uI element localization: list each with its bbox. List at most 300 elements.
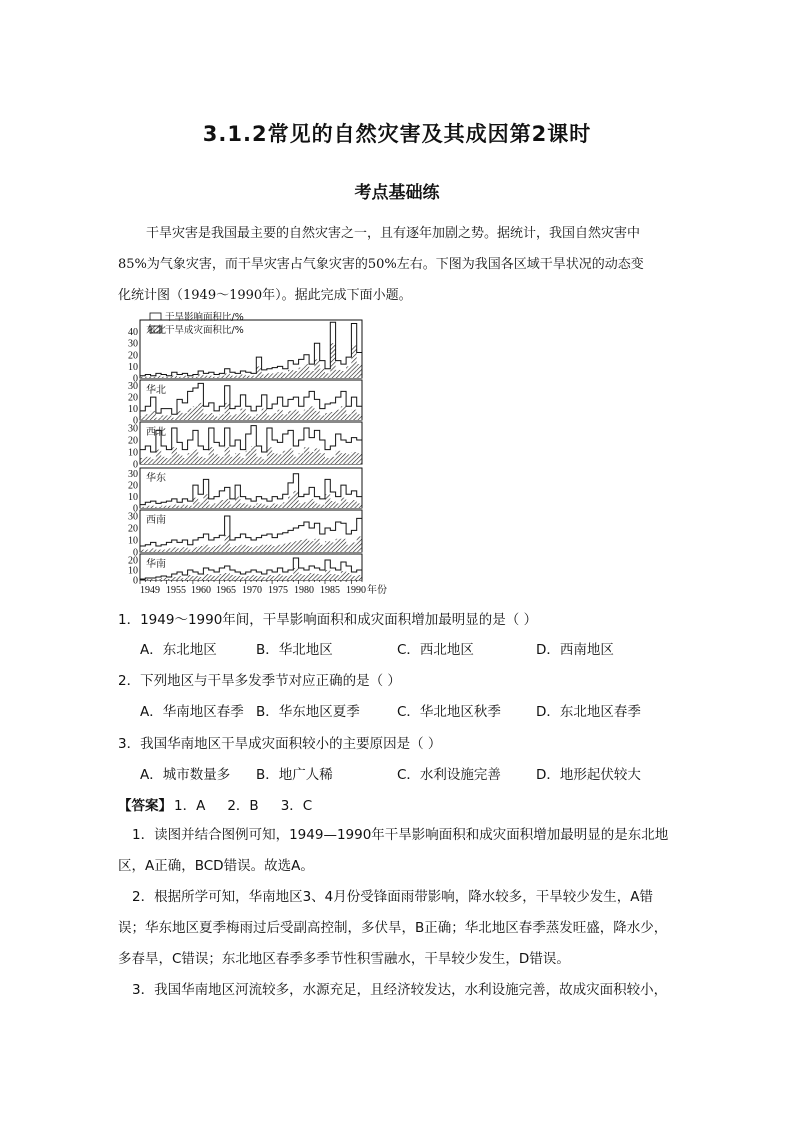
disaster-bar <box>172 547 177 552</box>
y-tick-label: 30 <box>128 511 138 523</box>
disaster-bar <box>309 452 314 464</box>
disaster-bar <box>214 454 219 464</box>
disaster-bar <box>198 403 203 420</box>
panel-4 <box>128 510 362 559</box>
explanation-line: 3．我国华南地区河流较多，水源充足，且经济较发达，水利设施完善，故成灾面积较小， <box>132 982 668 998</box>
disaster-bar <box>330 457 335 464</box>
y-tick-label: 0 <box>133 547 138 559</box>
legend-label-disaster: 干旱成灾面积比/% <box>165 325 244 336</box>
option-a: A．城市数量多 <box>140 767 231 783</box>
disaster-bar <box>172 418 177 420</box>
disaster-bar <box>156 507 161 508</box>
disaster-bar <box>219 500 224 508</box>
question-1-stem: 1．1949～1990年间，干旱影响面积和成灾面积增加最明显的是（ ） <box>118 612 538 628</box>
disaster-bar <box>277 574 282 580</box>
disaster-bar <box>299 368 304 378</box>
disaster-bar <box>267 373 272 378</box>
disaster-bar <box>293 371 298 378</box>
disaster-bar <box>161 377 166 378</box>
disaster-bar <box>198 546 203 552</box>
disaster-bar <box>256 457 261 464</box>
disaster-bar <box>246 451 251 464</box>
panel-1 <box>128 380 362 427</box>
disaster-bar <box>357 503 362 508</box>
disaster-bar <box>251 506 256 508</box>
disaster-bar <box>203 414 208 420</box>
disaster-bar <box>203 458 208 464</box>
disaster-bar <box>272 453 277 464</box>
disaster-bar <box>203 376 208 378</box>
x-tick-label: 1980 <box>294 585 314 596</box>
explanation-line: 1．读图并结合图例可知，1949—1990年干旱影响面积和成灾面积增加最明显的是东北地 <box>132 827 669 843</box>
disaster-bar <box>288 575 293 580</box>
x-axis <box>140 583 387 596</box>
disaster-bar <box>341 371 346 378</box>
disaster-bar <box>283 502 288 508</box>
disaster-bar <box>304 447 309 464</box>
disaster-bar <box>225 535 230 552</box>
disaster-bar <box>209 447 214 464</box>
disaster-bar <box>299 453 304 464</box>
y-tick-label: 30 <box>128 469 138 481</box>
disaster-bar <box>235 453 240 464</box>
disaster-bar <box>346 366 351 378</box>
disaster-bar <box>314 574 319 580</box>
disaster-bar <box>256 366 261 378</box>
disaster-bar <box>177 377 182 378</box>
disaster-bar <box>341 406 346 420</box>
disaster-bar <box>193 450 198 464</box>
disaster-bar <box>156 418 161 420</box>
disaster-bar <box>214 546 219 552</box>
answer-2: 2．B <box>227 798 259 814</box>
disaster-bar <box>256 546 261 552</box>
disaster-bar <box>299 414 304 420</box>
disaster-bar <box>320 369 325 378</box>
disaster-bar <box>320 575 325 580</box>
disaster-bar <box>267 545 272 552</box>
disaster-bar <box>246 546 251 552</box>
disaster-bar <box>357 453 362 464</box>
disaster-bar <box>262 505 267 508</box>
disaster-bar <box>209 505 214 508</box>
disaster-bar <box>299 574 304 580</box>
disaster-bar <box>219 574 224 580</box>
disaster-bar <box>262 545 267 552</box>
y-tick-label: 10 <box>128 492 138 504</box>
disaster-bar <box>140 458 145 464</box>
disaster-bar <box>214 576 219 580</box>
disaster-bar <box>325 413 330 420</box>
panel-3 <box>128 468 362 515</box>
option-d: D．地形起伏较大 <box>536 767 641 783</box>
y-tick-label: 0 <box>133 459 138 471</box>
disaster-bar <box>293 457 298 464</box>
disaster-bar <box>277 372 282 378</box>
x-tick-label: 1985 <box>320 585 340 596</box>
disaster-bar <box>177 506 182 508</box>
disaster-bar <box>235 414 240 420</box>
x-tick-label: 1970 <box>242 585 262 596</box>
disaster-bar <box>156 550 161 552</box>
disaster-bar <box>161 550 166 552</box>
disaster-bar <box>320 505 325 508</box>
disaster-bar <box>203 574 208 580</box>
disaster-bar <box>288 542 293 552</box>
disaster-bar <box>140 550 145 552</box>
disaster-bar <box>267 506 272 508</box>
disaster-bar <box>225 447 230 464</box>
disaster-bar <box>336 370 341 378</box>
disaster-bar <box>151 377 156 378</box>
disaster-bar <box>172 376 177 378</box>
disaster-bar <box>325 541 330 552</box>
disaster-bar <box>166 506 171 508</box>
disaster-bar <box>240 375 245 379</box>
disaster-bar <box>188 550 193 552</box>
disaster-bar <box>188 377 193 378</box>
disaster-bar <box>330 412 335 420</box>
disaster-bar <box>272 576 277 580</box>
disaster-bar <box>209 547 214 552</box>
disaster-bar <box>193 406 198 420</box>
y-tick-label: 30 <box>128 381 138 393</box>
disaster-bar <box>288 497 293 508</box>
y-tick-label: 10 <box>128 361 138 373</box>
disaster-bar <box>314 359 319 378</box>
disaster-bar <box>320 545 325 552</box>
disaster-bar <box>262 577 267 580</box>
disaster-bar <box>314 411 319 420</box>
disaster-bar <box>198 502 203 508</box>
disaster-bar <box>283 576 288 580</box>
question-2-stem: 2．下列地区与干旱多发季节对应正确的是（ ） <box>118 673 401 689</box>
y-tick-label: 10 <box>128 535 138 547</box>
disaster-bar <box>320 453 325 464</box>
disaster-bar <box>288 411 293 420</box>
disaster-bar <box>240 503 245 508</box>
disaster-bar <box>240 577 245 580</box>
disaster-bar <box>304 502 309 508</box>
disaster-bar <box>341 498 346 508</box>
disaster-bar <box>214 503 219 508</box>
x-tick-label: 1949 <box>140 585 160 596</box>
disaster-bar <box>230 547 235 552</box>
disaster-bar <box>309 541 314 552</box>
disaster-bar <box>304 575 309 580</box>
disaster-bar <box>346 573 351 580</box>
disaster-bar <box>219 414 224 420</box>
disaster-bar <box>262 459 267 464</box>
disaster-bar <box>351 346 356 379</box>
disaster-bar <box>156 376 161 378</box>
disaster-bar <box>314 539 319 552</box>
disaster-bar <box>256 576 261 580</box>
disaster-bar <box>251 575 256 580</box>
answer-3: 3．C <box>280 798 313 814</box>
disaster-bar <box>182 505 187 508</box>
disaster-bar <box>336 575 341 580</box>
disaster-bar <box>182 376 187 378</box>
y-tick-label: 0 <box>133 415 138 427</box>
disaster-bar <box>251 376 256 378</box>
disaster-bar <box>246 414 251 420</box>
disaster-bar <box>246 376 251 378</box>
option-d: D．西南地区 <box>536 642 614 658</box>
disaster-bar <box>251 417 256 420</box>
disaster-bar <box>225 573 230 580</box>
disaster-bar <box>182 413 187 420</box>
drought-chart <box>130 308 405 598</box>
disaster-bar <box>346 545 351 552</box>
disaster-bar <box>256 503 261 508</box>
answer-line <box>118 794 312 814</box>
question-3-stem: 3．我国华南地区干旱成灾面积较小的主要原因是（ ） <box>118 736 442 752</box>
y-tick-label: 10 <box>128 447 138 459</box>
disaster-bar <box>351 410 356 420</box>
disaster-bar <box>235 376 240 378</box>
disaster-bar <box>198 457 203 464</box>
disaster-bar <box>325 570 330 580</box>
intro-paragraph <box>118 218 684 311</box>
x-tick-label: 1975 <box>268 585 288 596</box>
disaster-bar <box>251 547 256 552</box>
disaster-bar <box>188 506 193 508</box>
disaster-bar <box>177 454 182 464</box>
disaster-bar <box>246 505 251 508</box>
option-a: A．华南地区春季 <box>140 704 244 720</box>
explanation <box>118 820 684 1006</box>
disaster-bar <box>145 414 150 420</box>
disaster-bar <box>209 376 214 378</box>
y-tick-label: 40 <box>128 327 138 339</box>
disaster-bar <box>193 498 198 508</box>
disaster-bar <box>177 411 182 420</box>
option-b: B．华东地区夏季 <box>256 704 360 720</box>
option-c: C．西北地区 <box>397 642 474 658</box>
disaster-bar <box>256 414 261 420</box>
region-label: 西北 <box>146 427 166 438</box>
disaster-bar <box>182 458 187 464</box>
disaster-bar <box>214 417 219 420</box>
explanation-line: 多春旱，C错误；东北地区春季多季节性积雪融水，干旱较少发生，D错误。 <box>118 951 570 967</box>
y-tick-label: 30 <box>128 423 138 435</box>
disaster-bar <box>235 497 240 508</box>
disaster-bar <box>336 539 341 552</box>
disaster-bar <box>151 506 156 508</box>
disaster-bar <box>177 576 182 580</box>
disaster-bar <box>140 507 145 508</box>
panel-0 <box>128 320 362 385</box>
disaster-bar <box>299 540 304 552</box>
panel-2 <box>128 422 362 471</box>
disaster-bar <box>230 505 235 508</box>
disaster-bar <box>209 413 214 420</box>
disaster-bar <box>161 457 166 464</box>
disaster-bar <box>262 375 267 379</box>
disaster-bar <box>267 575 272 580</box>
disaster-bar <box>230 376 235 378</box>
disaster-bar <box>357 575 362 580</box>
disaster-bar <box>166 579 171 580</box>
disaster-bar <box>283 414 288 420</box>
disaster-bar <box>293 541 298 552</box>
disaster-bar <box>145 457 150 464</box>
disaster-bar <box>304 410 309 420</box>
disaster-bar <box>336 503 341 508</box>
region-label: 华北 <box>146 385 166 396</box>
disaster-bar <box>357 414 362 420</box>
disaster-bar <box>177 548 182 552</box>
option-b: B．地广人稀 <box>256 767 333 783</box>
x-tick-label: 1960 <box>191 585 211 596</box>
disaster-bar <box>235 576 240 580</box>
legend-swatch-affected <box>150 313 161 320</box>
disaster-bar <box>330 343 335 378</box>
y-tick-label: 0 <box>133 575 138 587</box>
disaster-bar <box>293 410 298 420</box>
disaster-bar <box>235 546 240 552</box>
disaster-bar <box>262 409 267 420</box>
disaster-bar <box>341 453 346 464</box>
disaster-bar <box>336 410 341 420</box>
option-c: C．华北地区秋季 <box>397 704 501 720</box>
disaster-bar <box>246 576 251 580</box>
disaster-bar <box>151 411 156 420</box>
disaster-bar <box>277 505 282 508</box>
disaster-bar <box>330 542 335 552</box>
disaster-bar <box>209 575 214 580</box>
disaster-bar <box>341 539 346 552</box>
disaster-bar <box>193 576 198 580</box>
intro-line: 干旱灾害是我国最主要的自然灾害之一，且有逐年加剧之势。据统计，我国自然灾害中 <box>146 226 641 241</box>
disaster-bar <box>330 574 335 580</box>
disaster-bar <box>272 546 277 552</box>
disaster-bar <box>288 448 293 464</box>
disaster-bar <box>299 503 304 508</box>
disaster-bar <box>182 578 187 580</box>
y-tick-label: 20 <box>128 392 138 404</box>
disaster-bar <box>325 373 330 378</box>
disaster-bar <box>166 548 171 552</box>
y-tick-label: 10 <box>128 404 138 416</box>
disaster-bar <box>188 453 193 464</box>
disaster-bar <box>272 413 277 420</box>
disaster-bar <box>320 415 325 420</box>
disaster-bar <box>225 403 230 420</box>
disaster-bar <box>203 494 208 508</box>
disaster-bar <box>145 506 150 508</box>
disaster-bar <box>193 377 198 378</box>
disaster-bar <box>166 377 171 378</box>
disaster-bar <box>156 579 161 580</box>
disaster-bar <box>304 539 309 552</box>
disaster-bar <box>304 364 309 378</box>
disaster-bar <box>161 578 166 580</box>
y-tick-label: 0 <box>133 503 138 515</box>
answer-label: 【答案】 <box>118 798 172 814</box>
disaster-bar <box>351 452 356 464</box>
disaster-bar <box>166 415 171 420</box>
disaster-bar <box>230 575 235 580</box>
disaster-bar <box>351 576 356 580</box>
y-tick-label: 10 <box>128 565 138 577</box>
disaster-bar <box>145 550 150 552</box>
disaster-bar <box>151 459 156 464</box>
disaster-bar <box>188 575 193 580</box>
disaster-bar <box>272 373 277 378</box>
disaster-bar <box>240 458 245 464</box>
disaster-bar <box>357 364 362 378</box>
section-subtitle: 考点基础练 <box>354 183 440 203</box>
disaster-bar <box>325 494 330 508</box>
disaster-bar <box>145 377 150 378</box>
disaster-bar <box>240 545 245 552</box>
disaster-bar <box>351 542 356 552</box>
intro-line: 化统计图（1949～1990年）。据此完成下面小题。 <box>118 288 412 303</box>
disaster-bar <box>288 370 293 378</box>
answer-1: 1．A <box>174 798 206 814</box>
explanation-line: 误；华东地区夏季梅雨过后受副高控制，多伏旱，B正确；华北地区春季蒸发旺盛，降水少， <box>118 920 668 936</box>
disaster-bar <box>156 450 161 464</box>
x-tick-label: 1965 <box>216 585 236 596</box>
disaster-bar <box>203 545 208 552</box>
disaster-bar <box>145 579 150 580</box>
option-d: D．东北地区春季 <box>536 704 641 720</box>
x-tick-label: 1990 <box>346 585 366 596</box>
panel-5 <box>128 554 362 587</box>
disaster-bar <box>198 577 203 580</box>
disaster-bar <box>251 446 256 464</box>
disaster-bar <box>172 505 177 508</box>
disaster-bar <box>283 373 288 378</box>
disaster-bar <box>293 568 298 580</box>
disaster-bar <box>330 501 335 508</box>
explanation-line: 区，A正确，BCD错误。故选A。 <box>118 858 314 874</box>
disaster-bar <box>172 577 177 580</box>
disaster-bar <box>336 451 341 464</box>
disaster-bar <box>277 545 282 552</box>
disaster-bar <box>351 500 356 508</box>
y-tick-label: 30 <box>128 338 138 350</box>
disaster-bar <box>309 573 314 580</box>
disaster-bar <box>172 447 177 464</box>
disaster-bar <box>188 409 193 420</box>
disaster-bar <box>325 458 330 464</box>
disaster-bar <box>309 499 314 508</box>
disaster-bar <box>240 409 245 420</box>
disaster-bar <box>198 375 203 379</box>
disaster-bar <box>309 371 314 378</box>
disaster-bar <box>182 547 187 552</box>
disaster-bar <box>161 506 166 508</box>
option-a: A．东北地区 <box>140 642 217 658</box>
y-tick-label: 20 <box>128 350 138 362</box>
disaster-bar <box>161 415 166 420</box>
disaster-bar <box>346 454 351 464</box>
disaster-bar <box>219 545 224 552</box>
disaster-bar <box>357 536 362 552</box>
legend-label-affected: 干旱影响面积比/% <box>165 312 244 323</box>
disaster-bar <box>140 377 145 378</box>
disaster-bar <box>277 410 282 420</box>
explanation-line: 2．根据所学可知，华南地区3、4月份受锋面雨带影响，降水较多，干旱较少发生，A错 <box>132 889 654 905</box>
disaster-bar <box>272 503 277 508</box>
disaster-bar <box>293 491 298 508</box>
region-label: 西南 <box>146 515 166 526</box>
disaster-bar <box>267 447 272 464</box>
disaster-bar <box>346 414 351 420</box>
